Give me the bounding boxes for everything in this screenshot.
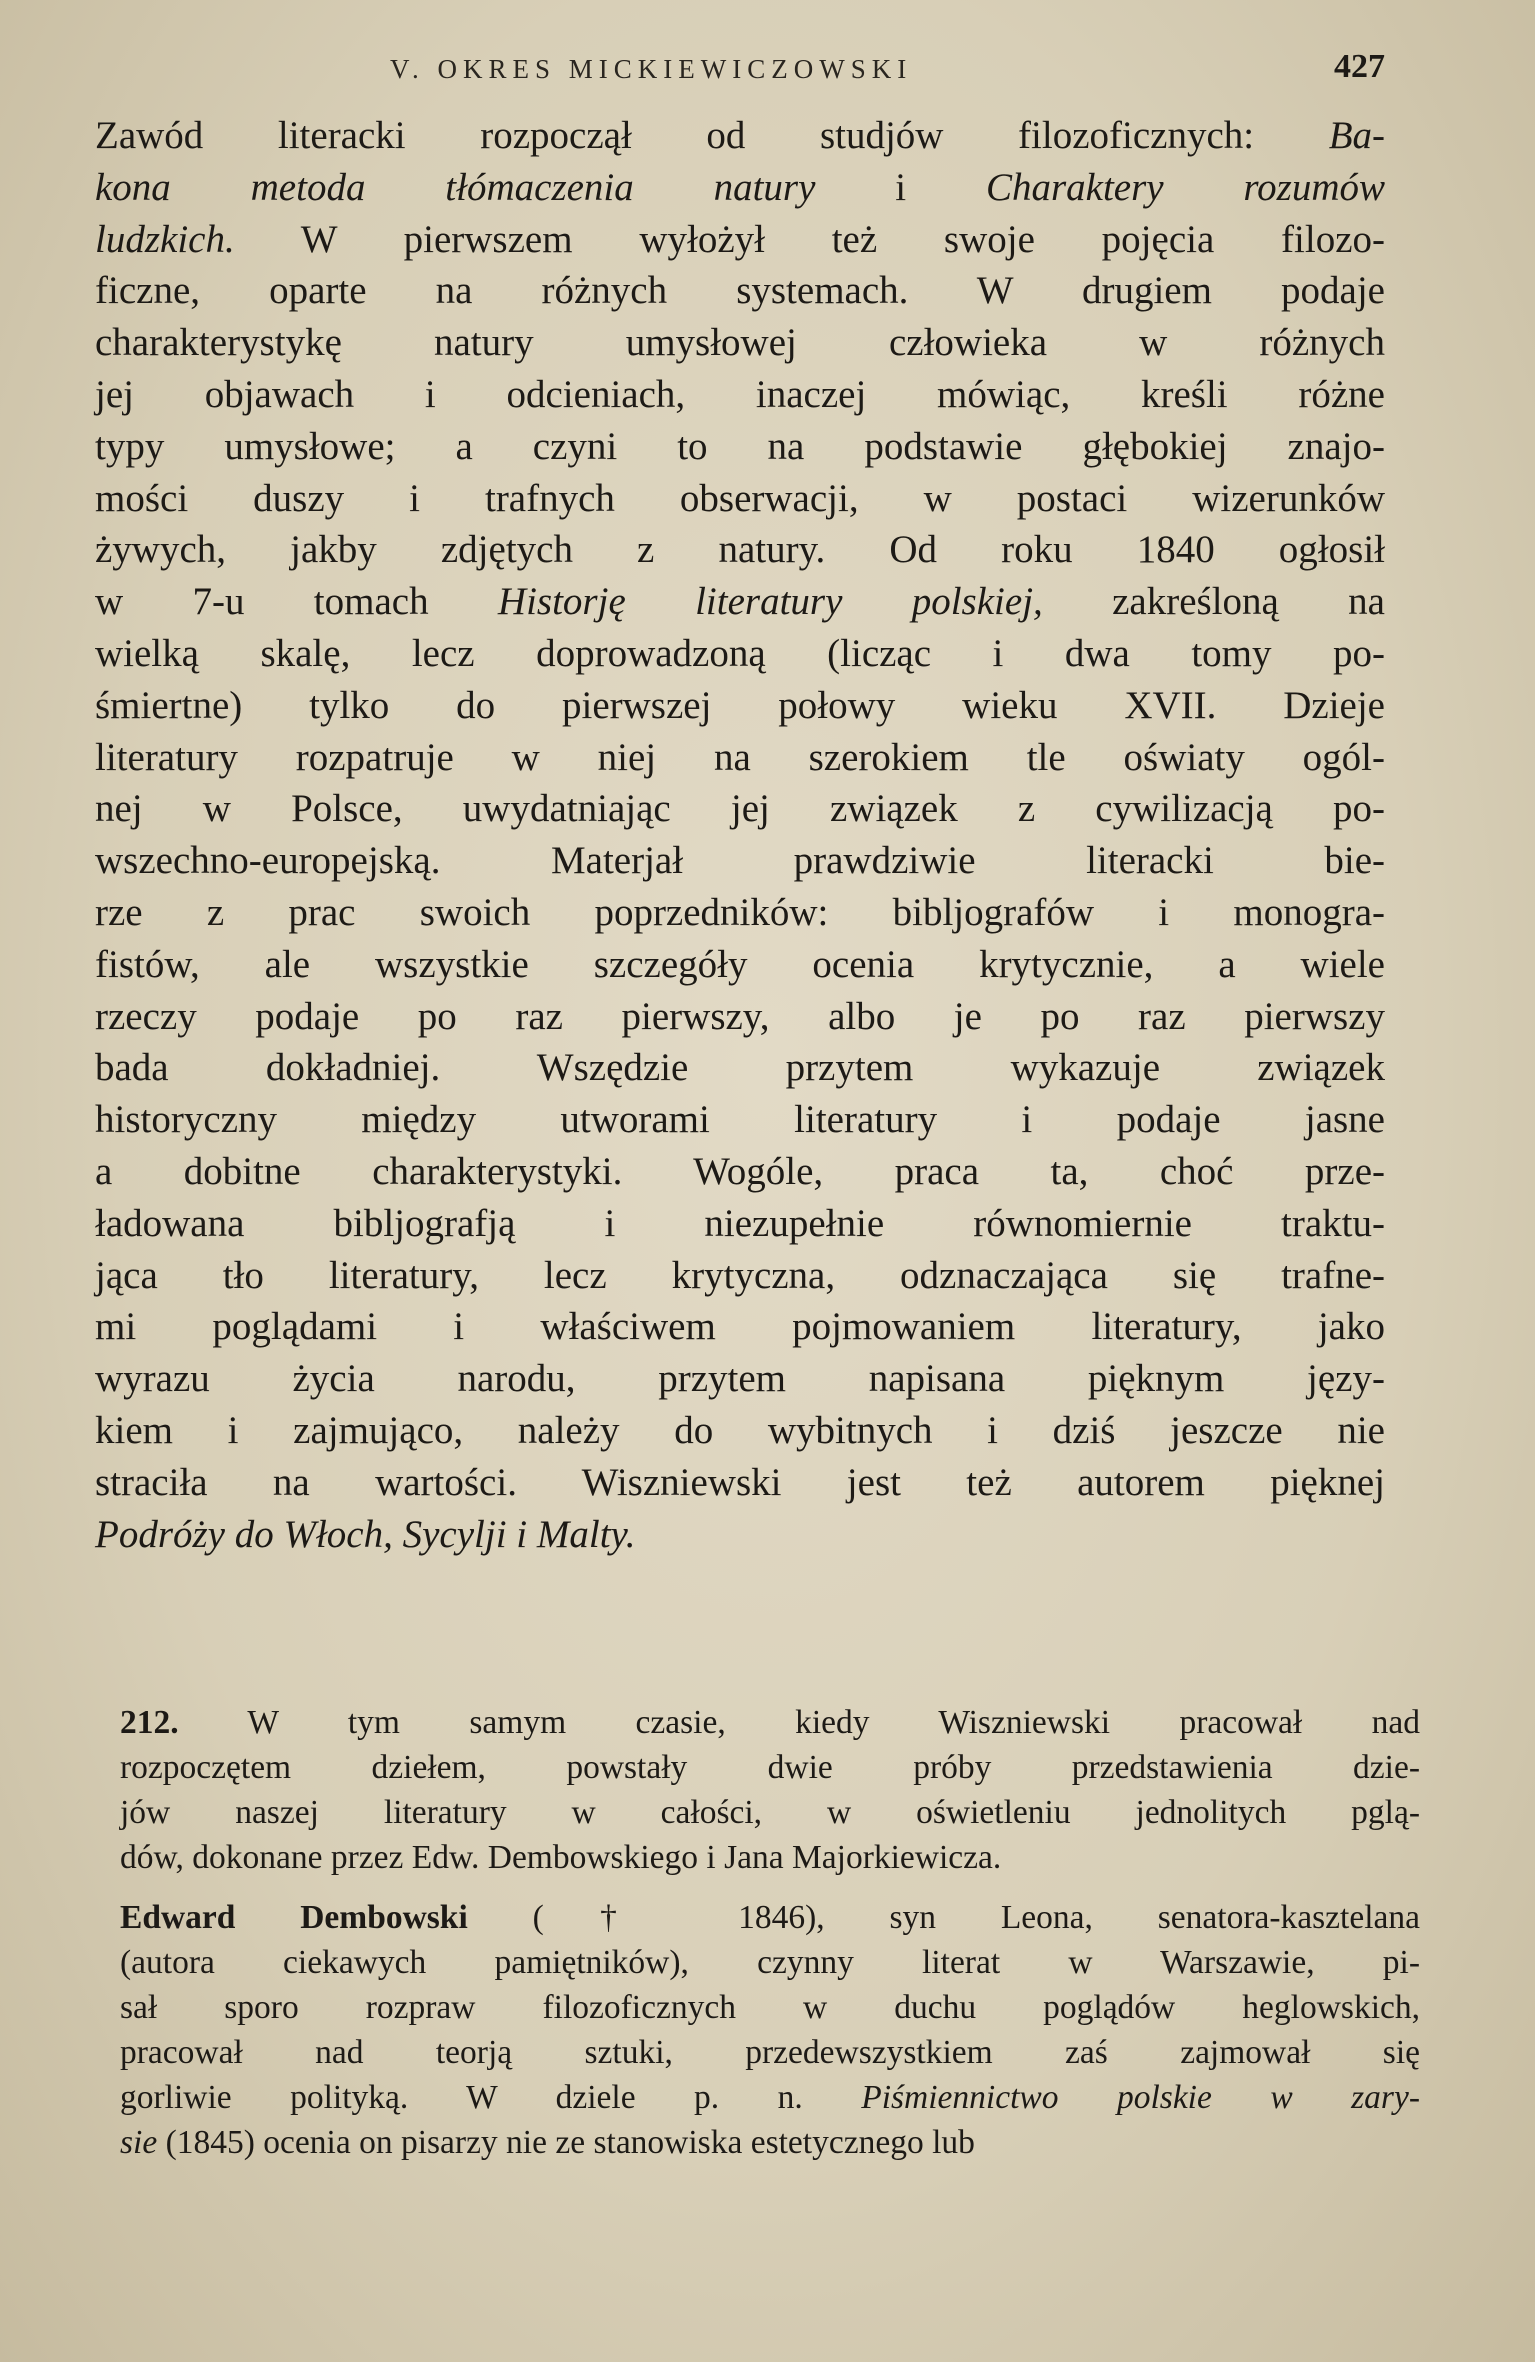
text-run: wielką skalę, lecz doprowadzoną (licząc i dwa tomy po- (95, 631, 1385, 675)
text-line (95, 1405, 1385, 1457)
text-run: jej objawach i odcieniach, inaczej mówiąc, kreśli różne (95, 372, 1385, 416)
text-run: († 1846), syn Leona, senatora-kasztelana (467, 1899, 1420, 1936)
text-run: kiem i zajmująco, należy do wybitnych i dziś jeszcze nie (95, 1408, 1385, 1452)
text-line (95, 110, 1385, 162)
text-line (120, 2120, 1420, 2165)
italic-title: Ba- (1328, 114, 1385, 157)
text-line (120, 2075, 1420, 2120)
italic-title: Podróży do Włoch, Sycylji i Malty. (95, 1512, 636, 1556)
text-line (95, 524, 1385, 576)
text-line (95, 628, 1385, 680)
text-run: dów, dokonane przez Edw. Dembowskiego i Jana Majorkiewicza. (120, 1839, 1002, 1876)
text-run: żywych, jakby zdjętych z natury. Od roku 1840 ogłosił (95, 528, 1385, 572)
text-line (120, 1790, 1420, 1835)
text-run: rzeczy podaje po raz pierwszy, albo je po raz pierwszy (95, 994, 1385, 1038)
text-line (95, 1457, 1385, 1509)
text-run: jąca tło literatury, lecz krytyczna, odznaczająca się trafne- (95, 1253, 1385, 1297)
text-run: fistów, ale wszystkie szczegóły ocenia krytycznie, a wiele (95, 942, 1385, 986)
text-run: sał sporo rozpraw filozoficznych w duchu poglądów heglowskich, (120, 1989, 1420, 2026)
text-run: zakreśloną na (1042, 580, 1385, 624)
text-run: pracował nad teorją sztuki, przedewszystkiem zaś zajmował się (120, 2034, 1420, 2071)
text-line (120, 1985, 1420, 2030)
text-line (95, 1146, 1385, 1198)
text-run: charakterystykę natury umysłowej człowieka w różnych (95, 321, 1385, 365)
text-run: a dobitne charakterystyki. Wogóle, praca ta, choć prze- (95, 1149, 1385, 1193)
text-run: typy umysłowe; a czyni to na podstawie głębokiej znajo- (95, 424, 1385, 468)
text-line (95, 1509, 1385, 1561)
text-run: mości duszy i trafnych obserwacji, w postaci wizerunków (95, 476, 1385, 520)
text-run: nej w Polsce, uwydatniając jej związek z cywilizacją po- (95, 787, 1385, 831)
italic-title: ludzkich. (95, 217, 235, 261)
text-line (120, 1940, 1420, 1985)
text-run: i (815, 165, 986, 209)
text-line (95, 473, 1385, 525)
text-run: literatury rozpatruje w niej na szerokiem tle oświaty ogól- (95, 735, 1385, 779)
text-run: ficzne, oparte na różnych systemach. W drugiem podaje (95, 269, 1385, 313)
chapter-title: V. OKRES MICKIEWICZOWSKI (390, 54, 913, 84)
text-run: w 7-u tomach (95, 580, 498, 624)
text-line (120, 1700, 1420, 1745)
text-line (95, 1094, 1385, 1146)
text-line (95, 1250, 1385, 1302)
text-line (95, 1042, 1385, 1094)
text-run: (1845) ocenia on pisarzy nie ze stanowiska estetycznego lub (157, 2124, 975, 2161)
text-run: wyrazu życia narodu, przytem napisana pięknym języ- (95, 1357, 1385, 1401)
italic-title: kona metoda tłómaczenia natury (95, 165, 816, 209)
bold-text: Edward Dembowski (120, 1899, 468, 1936)
italic-title: sie (120, 2124, 158, 2161)
text-run: (autora ciekawych pamiętników), czynny literat w Warszawie, pi- (120, 1944, 1420, 1981)
text-run: ładowana bibljografją i niezupełnie równomiernie traktu- (95, 1201, 1385, 1245)
text-run: rozpoczętem dziełem, powstały dwie próby przedstawienia dzie- (120, 1749, 1420, 1786)
text-run: wszechno-europejską. Materjał prawdziwie literacki bie- (95, 839, 1385, 883)
text-line (95, 1353, 1385, 1405)
text-line (95, 265, 1385, 317)
text-line (120, 1835, 1420, 1880)
text-line (120, 1745, 1420, 1790)
page-number: 427 (1334, 48, 1385, 85)
text-line (95, 887, 1385, 939)
text-line (120, 2030, 1420, 2075)
text-run: śmiertne) tylko do pierwszej połowy wieku XVII. Dzieje (95, 683, 1385, 727)
bold-text: 212. (120, 1704, 179, 1741)
text-run: jów naszej literatury w całości, w oświetleniu jednolitych pglą- (120, 1794, 1420, 1831)
italic-title: Charaktery rozumów (985, 165, 1385, 209)
section-212-paragraph (120, 1700, 1420, 1880)
text-run: rze z prac swoich poprzedników: bibljografów i monogra- (95, 890, 1385, 934)
text-line (95, 783, 1385, 835)
text-line (95, 1198, 1385, 1250)
text-line (95, 680, 1385, 732)
text-run: Zawód literacki rozpoczął od studjów filozoficznych: (95, 114, 1329, 157)
text-run: W tym samym czasie, kiedy Wiszniewski pracował nad (178, 1704, 1420, 1741)
text-run: gorliwie polityką. W dziele p. n. (120, 2079, 862, 2116)
text-line (95, 1301, 1385, 1353)
dembowski-paragraph (120, 1895, 1420, 2165)
running-head (95, 48, 1385, 96)
text-line (120, 1895, 1420, 1940)
text-run: W pierwszem wyłożył też swoje pojęcia filozo- (234, 217, 1385, 261)
text-line (95, 421, 1385, 473)
italic-title: Historję literatury polskiej, (497, 580, 1043, 624)
text-line (95, 576, 1385, 628)
text-line (95, 214, 1385, 266)
text-line (95, 369, 1385, 421)
text-run: bada dokładniej. Wszędzie przytem wykazuje związek (95, 1046, 1385, 1090)
text-line (95, 991, 1385, 1043)
text-run: straciła na wartości. Wiszniewski jest też autorem pięknej (95, 1460, 1385, 1504)
main-paragraph (95, 110, 1385, 1560)
text-run: historyczny między utworami literatury i podaje jasne (95, 1098, 1385, 1142)
italic-title: Piśmiennictwo polskie w zary- (861, 2079, 1420, 2116)
text-line (95, 835, 1385, 887)
text-line (95, 939, 1385, 991)
text-line (95, 162, 1385, 214)
text-line (95, 732, 1385, 784)
text-line (95, 317, 1385, 369)
text-run: mi poglądami i właściwem pojmowaniem literatury, jako (95, 1305, 1385, 1349)
